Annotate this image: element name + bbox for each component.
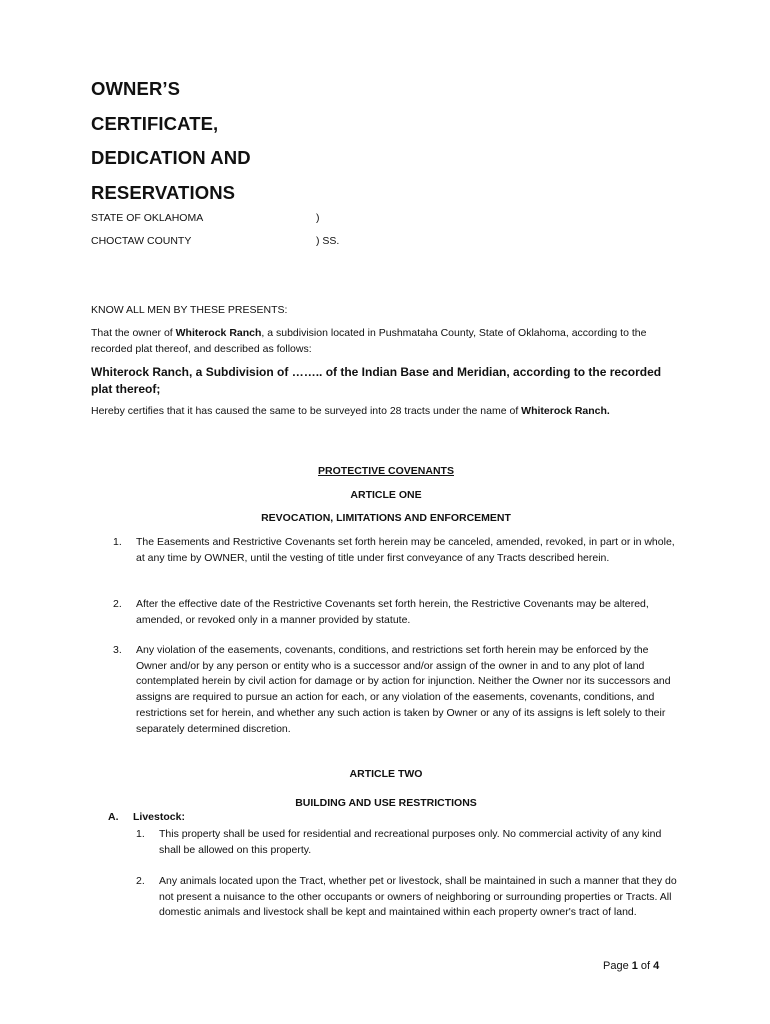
section-letter: A. [108,811,119,823]
title-line-2: CERTIFICATE, [91,112,219,134]
county-line [91,235,340,247]
item-text: The Easements and Restrictive Covenants set forth herein may be canceled, amended, revoked, in part or in whole, at any time by OWNER, until the vesting of title under first conveyance of any Tracts described herein. [136,536,675,564]
footer-page-word: Page [603,960,632,972]
item-number: 3. [113,644,122,656]
protective-covenants-heading: PROTECTIVE COVENANTS [318,465,454,477]
intro-pre: That the owner of [91,327,176,339]
article-two-heading: ARTICLE TWO [349,768,423,780]
title-line-3: DEDICATION AND [91,147,251,168]
item-number: 2. [136,875,145,887]
footer-total-pages: 4 [653,960,660,972]
footer-of-word: of [637,960,654,972]
page-number-footer [603,960,659,972]
legal-description: Whiterock Ranch, a Subdivision of …….. of the Indian Base and Meridian, according to the recorded plat thereof; [91,365,662,396]
item-text: Any animals located upon the Tract, whether pet or livestock, shall be maintained in such a manner that they do not present a nuisance to the other occupants or owners of neighboring or surrounding properties or Tracts. All domestic animals and livestock shall be kept and maintained within each property owner's tract of land. [159,875,677,919]
document-title [91,72,391,210]
item-text: After the effective date of the Restrictive Covenants set forth herein, the Restrictive Covenants may be altered, amended, or revoked only in a manner provided by statute. [136,598,649,626]
state-paren: ) [316,212,320,224]
intro-paragraph [91,326,681,357]
county-label: CHOCTAW COUNTY [91,235,192,247]
certifies-name: Whiterock Ranch. [521,405,610,417]
item-text: This property shall be used for residential and recreational purposes only. No commercial activity of any kind shall be allowed on this property. [159,828,662,856]
article-one-title: REVOCATION, LIMITATIONS AND ENFORCEMENT [261,512,511,524]
title-line-1: OWNER’S [91,78,181,99]
title-line-4: RESERVATIONS [91,181,236,203]
state-line [91,212,320,224]
footer-current-page: 1 [631,960,638,972]
county-paren: ) SS. [316,235,340,247]
intro-post: , a subdivision located in Pushmataha County, State of Oklahoma, according to the recorded plat thereof, and described as follows: [91,327,647,355]
intro-subdivision-name: Whiterock Ranch [175,327,262,339]
certifies-pre: Hereby certifies that it has caused the same to be surveyed into 28 tracts under the name of [91,405,522,417]
item-number: 1. [136,828,145,840]
item-number: 2. [113,598,122,610]
section-label: Livestock: [133,811,185,823]
state-label: STATE OF OKLAHOMA [91,212,204,224]
article-one-heading: ARTICLE ONE [350,489,422,501]
item-text: Any violation of the easements, covenants, conditions, and restrictions set forth herein may be enforced by the Owner and/or by any person or entity who is a successor and/or assign of the owner in and to any plot of land contemplated herein by civil action for damage or by action for injunction. Neither the Owner nor its successors and assigns are required to pursue an action for each, or any violation of the easements, covenants, conditions, and restrictions set for herein, and whether any such action is taken by Owner or any of its assigns is left solely to their separately determined discretion. [136,644,671,735]
article-two-title: BUILDING AND USE RESTRICTIONS [295,797,477,809]
certifies-paragraph [91,404,681,420]
item-number: 1. [113,536,122,548]
know-all-heading: KNOW ALL MEN BY THESE PRESENTS: [91,304,288,316]
